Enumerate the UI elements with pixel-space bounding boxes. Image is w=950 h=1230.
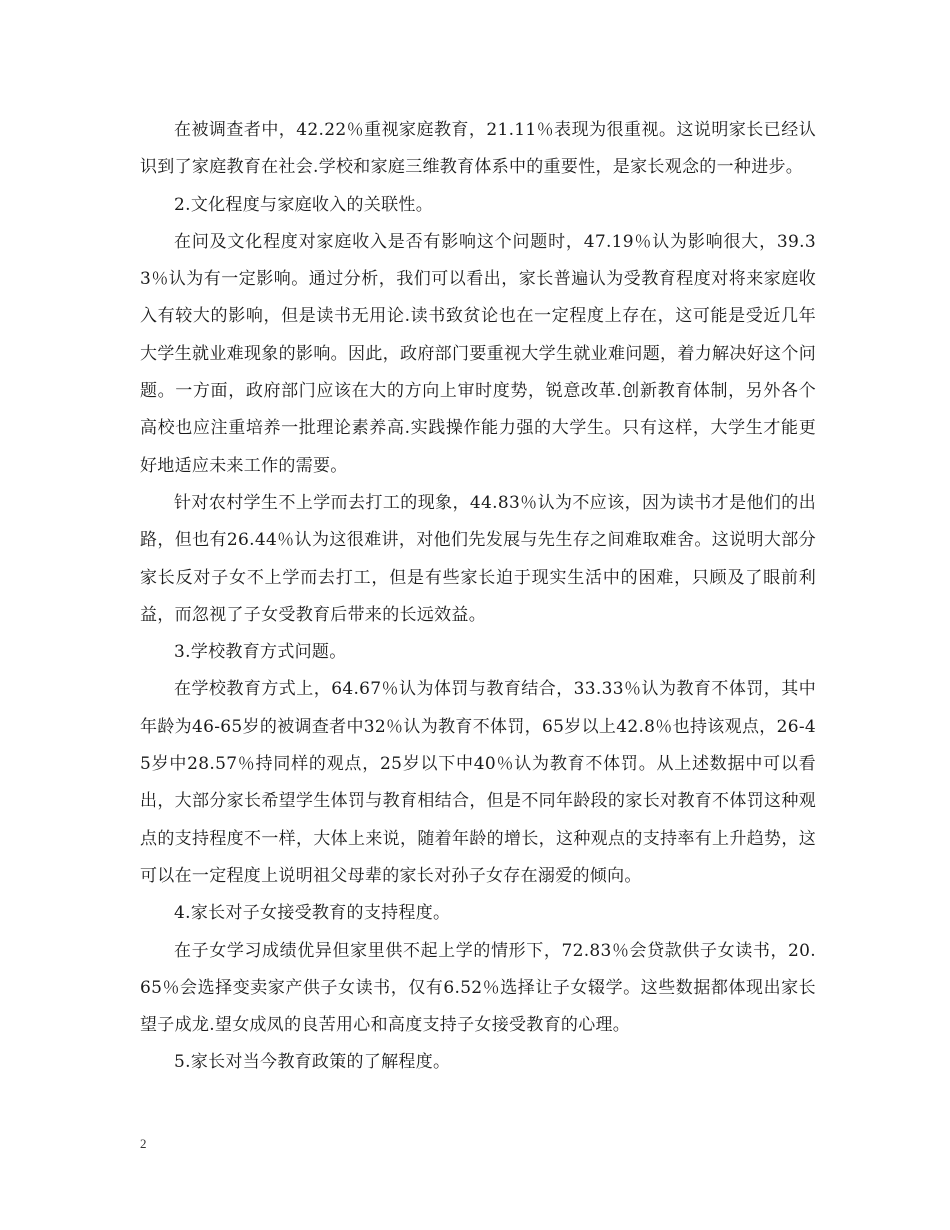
- document-body: [140, 112, 816, 1082]
- paragraph-parent-support: 在子女学习成绩优异但家里供不起上学的情形下，72.83％会贷款供子女读书，20.65％会选择变卖家产供子女读书，仅有6.52％选择让子女辍学。这些数据都体现出家长望子成龙.望女成凤的良苦用心和高度支持子女接受教育的心理。: [140, 940, 816, 1036]
- paragraph-family-education-importance: 在被调查者中，42.22％重视家庭教育，21.11％表现为很重视。这说明家长已经认识到了家庭教育在社会.学校和家庭三维教育体系中的重要性，是家长观念的一种进步。: [140, 120, 816, 178]
- section-heading-education-income: 2.文化程度与家庭收入的关联性。: [174, 194, 434, 215]
- paragraph-education-income: 在问及文化程度对家庭收入是否有影响这个问题时，47.19％认为影响很大，39.33％认为有一定影响。通过分析，我们可以看出，家长普遍认为受教育程度对将来家庭收入有较大的影响，但是读书无用论.读书致贫论也在一定程度上存在，这可能是受近几年大学生就业难现象的影响。因此，政府部门要重视大学生就业难问题，着力解决好这个问题。一方面，政府部门应该在大的方向上审时度势，锐意改革.创新教育体制，另外各个高校也应注重培养一批理论素养高.实践操作能力强的大学生。只有这样，大学生才能更好地适应未来工作的需要。: [140, 231, 816, 476]
- section-heading-policy-awareness: 5.家长对当今教育政策的了解程度。: [174, 1052, 451, 1073]
- section-heading-parent-support: 4.家长对子女接受教育的支持程度。: [174, 903, 451, 924]
- page-number: 2: [140, 1136, 147, 1151]
- paragraph-school-education-method: 在学校教育方式上，64.67％认为体罚与教育结合，33.33％认为教育不体罚，其中年龄为46-65岁的被调查者中32％认为教育不体罚，65岁以上42.8％也持该观点，26-45岁中28.57％持同样的观点，25岁以下中40％认为教育不体罚。从上述数据中可以看出，大部分家长希望学生体罚与教育相结合，但是不同年龄段的家长对教育不体罚这种观点的支持程度不一样，大体上来说，随着年龄的增长，这种观点的支持率有上升趋势，这可以在一定程度上说明祖父母辈的家长对孙子女存在溺爱的倾向。: [140, 679, 816, 886]
- section-heading-school-education-method: 3.学校教育方式问题。: [174, 642, 347, 663]
- paragraph-rural-students-work: 针对农村学生不上学而去打工的现象，44.83％认为不应该，因为读书才是他们的出路，但也有26.44％认为这很难讲，对他们先发展与先生存之间难取难舍。这说明大部分家长反对子女不上学而去打工，但是有些家长迫于现实生活中的困难，只顾及了眼前利益，而忽视了子女受教育后带来的长远效益。: [140, 492, 816, 625]
